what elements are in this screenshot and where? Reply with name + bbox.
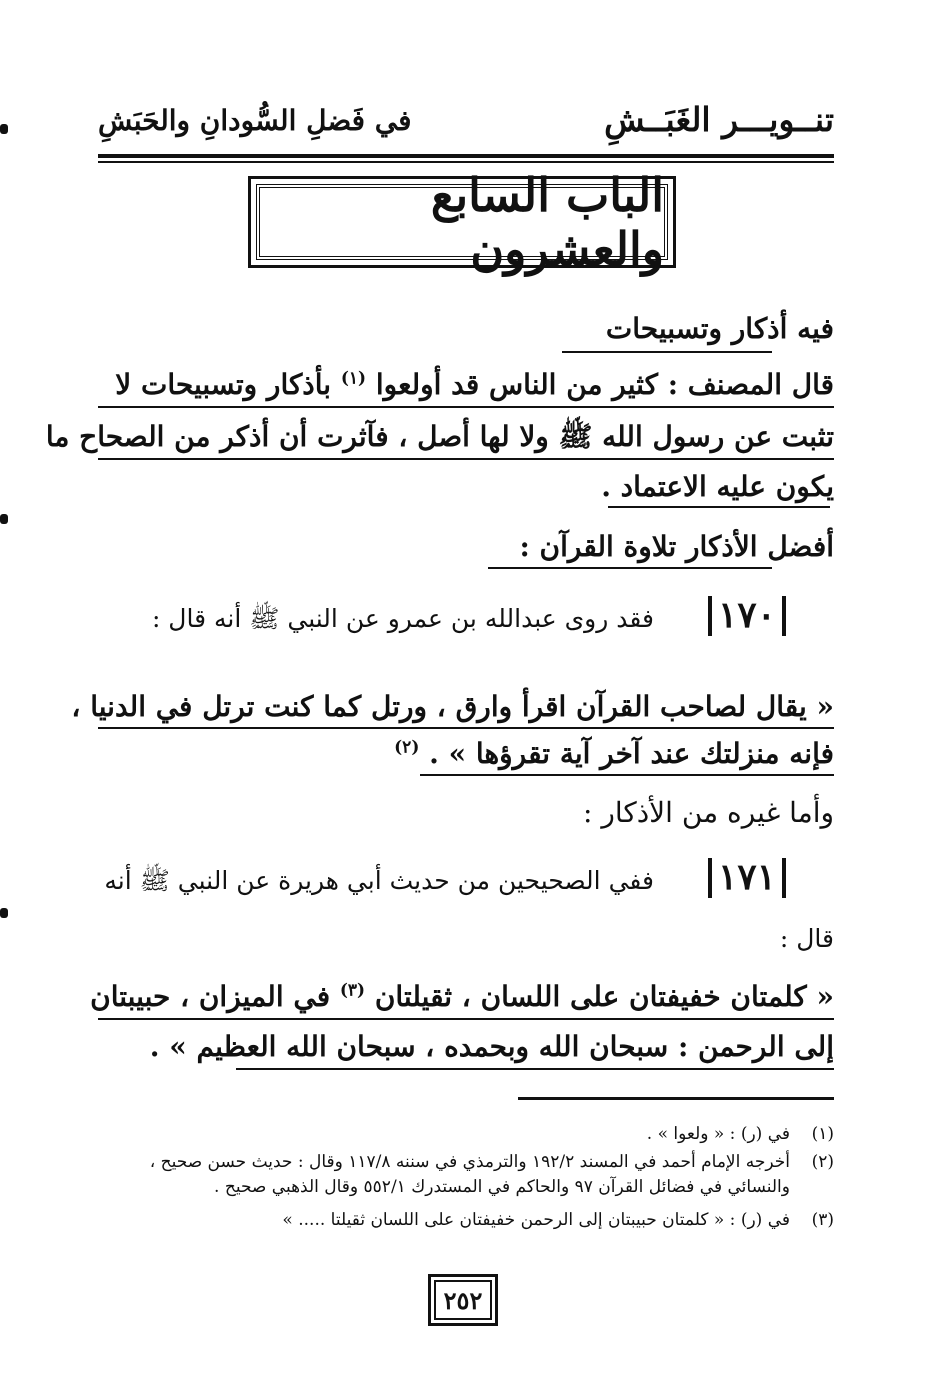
intro-line-1-b: بأذكار وتسبيحات لا: [115, 368, 332, 401]
intro-underline-3: [608, 506, 830, 508]
chapter-title: الباب السابع والعشرون: [256, 184, 668, 260]
footnote-separator: [518, 1097, 834, 1100]
quote-170-underline-2: [420, 774, 834, 776]
quote-171-underline-2: [236, 1068, 834, 1070]
header-rule-thin: [98, 161, 834, 163]
scan-edge-mark: [0, 514, 8, 524]
section-heading-other-adhkar: وأما غيره من الأذكار :: [583, 796, 834, 829]
footnote-1-number: (١): [811, 1124, 834, 1144]
quote-171-underline-1: [98, 1018, 834, 1020]
footnote-ref-2: (٢): [394, 737, 420, 758]
footnote-2-text: أخرجه الإمام أحمد في المسند ١٩٢/٢ والترمذي في سننه ١١٧/٨ وقال : حديث حسن صحيح ، والنسائي في فضائل القرآن ٩٧ والحاكم في المستدرك ٥٥٢/١ وقال الذهبي صحيح .: [149, 1152, 790, 1197]
chapter-title-frame: [248, 168, 676, 276]
intro-line-3: يكون عليه الاعتماد .: [601, 470, 834, 503]
footnote-1: [110, 1122, 834, 1147]
footnote-ref-1: (١): [340, 368, 367, 389]
hadith-170-quote-line-2: [394, 737, 834, 771]
intro-underline-2: [98, 458, 834, 460]
intro-underline-1: [98, 406, 834, 408]
hadith-171-quote-line-1-b: في الميزان ، حبيبتان: [90, 980, 331, 1013]
footnote-1-text: في (ر) : « ولعوا » .: [646, 1124, 790, 1144]
page-number: ٢٥٢: [434, 1280, 492, 1320]
header-rule-thick: [98, 154, 834, 158]
page-number-frame: [428, 1274, 498, 1326]
hadith-171-quote-line-1-a: « كلمتان خفيفتان على اللسان ، ثقيلتان: [374, 980, 834, 1013]
running-header-title: تنــويـــر الغَبَــشِ: [604, 100, 834, 139]
hadith-170-quote-line-2-text: فإنه منزلتك عند آخر آية تقرؤها » .: [429, 737, 834, 770]
hadith-170-intro: فقد روى عبدالله بن عمرو عن النبي ﷺ أنه قال :: [151, 604, 654, 633]
subtitle-underline: [562, 351, 772, 353]
footnote-3: [110, 1208, 834, 1233]
hadith-170-quote-line-1: « يقال لصاحب القرآن اقرأ وارق ، ورتل كما كنت ترتل في الدنيا ،: [71, 690, 834, 723]
hadith-171-intro-line-1: ففي الصحيحين من حديث أبي هريرة عن النبي ﷺ أنه: [104, 866, 654, 895]
footnote-3-text: في (ر) : « كلمتان حبيبتان إلى الرحمن خفيفتان على اللسان ثقيلتا ..... »: [282, 1210, 790, 1230]
footnote-3-number: (٣): [811, 1210, 834, 1230]
intro-line-1: [115, 368, 834, 402]
hadith-171-intro-line-2: قال :: [779, 924, 834, 953]
footnote-2-number: (٢): [811, 1152, 834, 1172]
hadith-number-170: ١٧٠: [708, 596, 786, 636]
scan-edge-mark: [0, 908, 8, 918]
scan-edge-mark: [0, 124, 8, 134]
intro-line-2: تثبت عن رسول الله ﷺ ولا لها أصل ، فآثرت أن أذكر من الصحاح ما: [45, 420, 834, 453]
hadith-number-171: ١٧١: [708, 858, 786, 898]
hadith-171-quote-line-2: إلى الرحمن : سبحان الله وبحمده ، سبحان الله العظيم » .: [149, 1030, 834, 1063]
hadith-171-quote-line-1: [90, 980, 834, 1014]
section-heading-quran: أفضل الأذكار تلاوة القرآن :: [519, 530, 834, 563]
footnote-ref-3: (٣): [339, 980, 366, 1001]
section-heading-quran-underline: [488, 567, 772, 569]
footnote-2: [110, 1150, 834, 1199]
running-header-subtitle: في فَضلِ السُّودانِ والحَبَشِ: [98, 104, 412, 137]
intro-line-1-a: قال المصنف : كثير من الناس قد أولعوا: [375, 368, 834, 401]
quote-170-underline-1: [98, 727, 834, 729]
chapter-subtitle: فيه أذكار وتسبيحات: [605, 312, 834, 345]
